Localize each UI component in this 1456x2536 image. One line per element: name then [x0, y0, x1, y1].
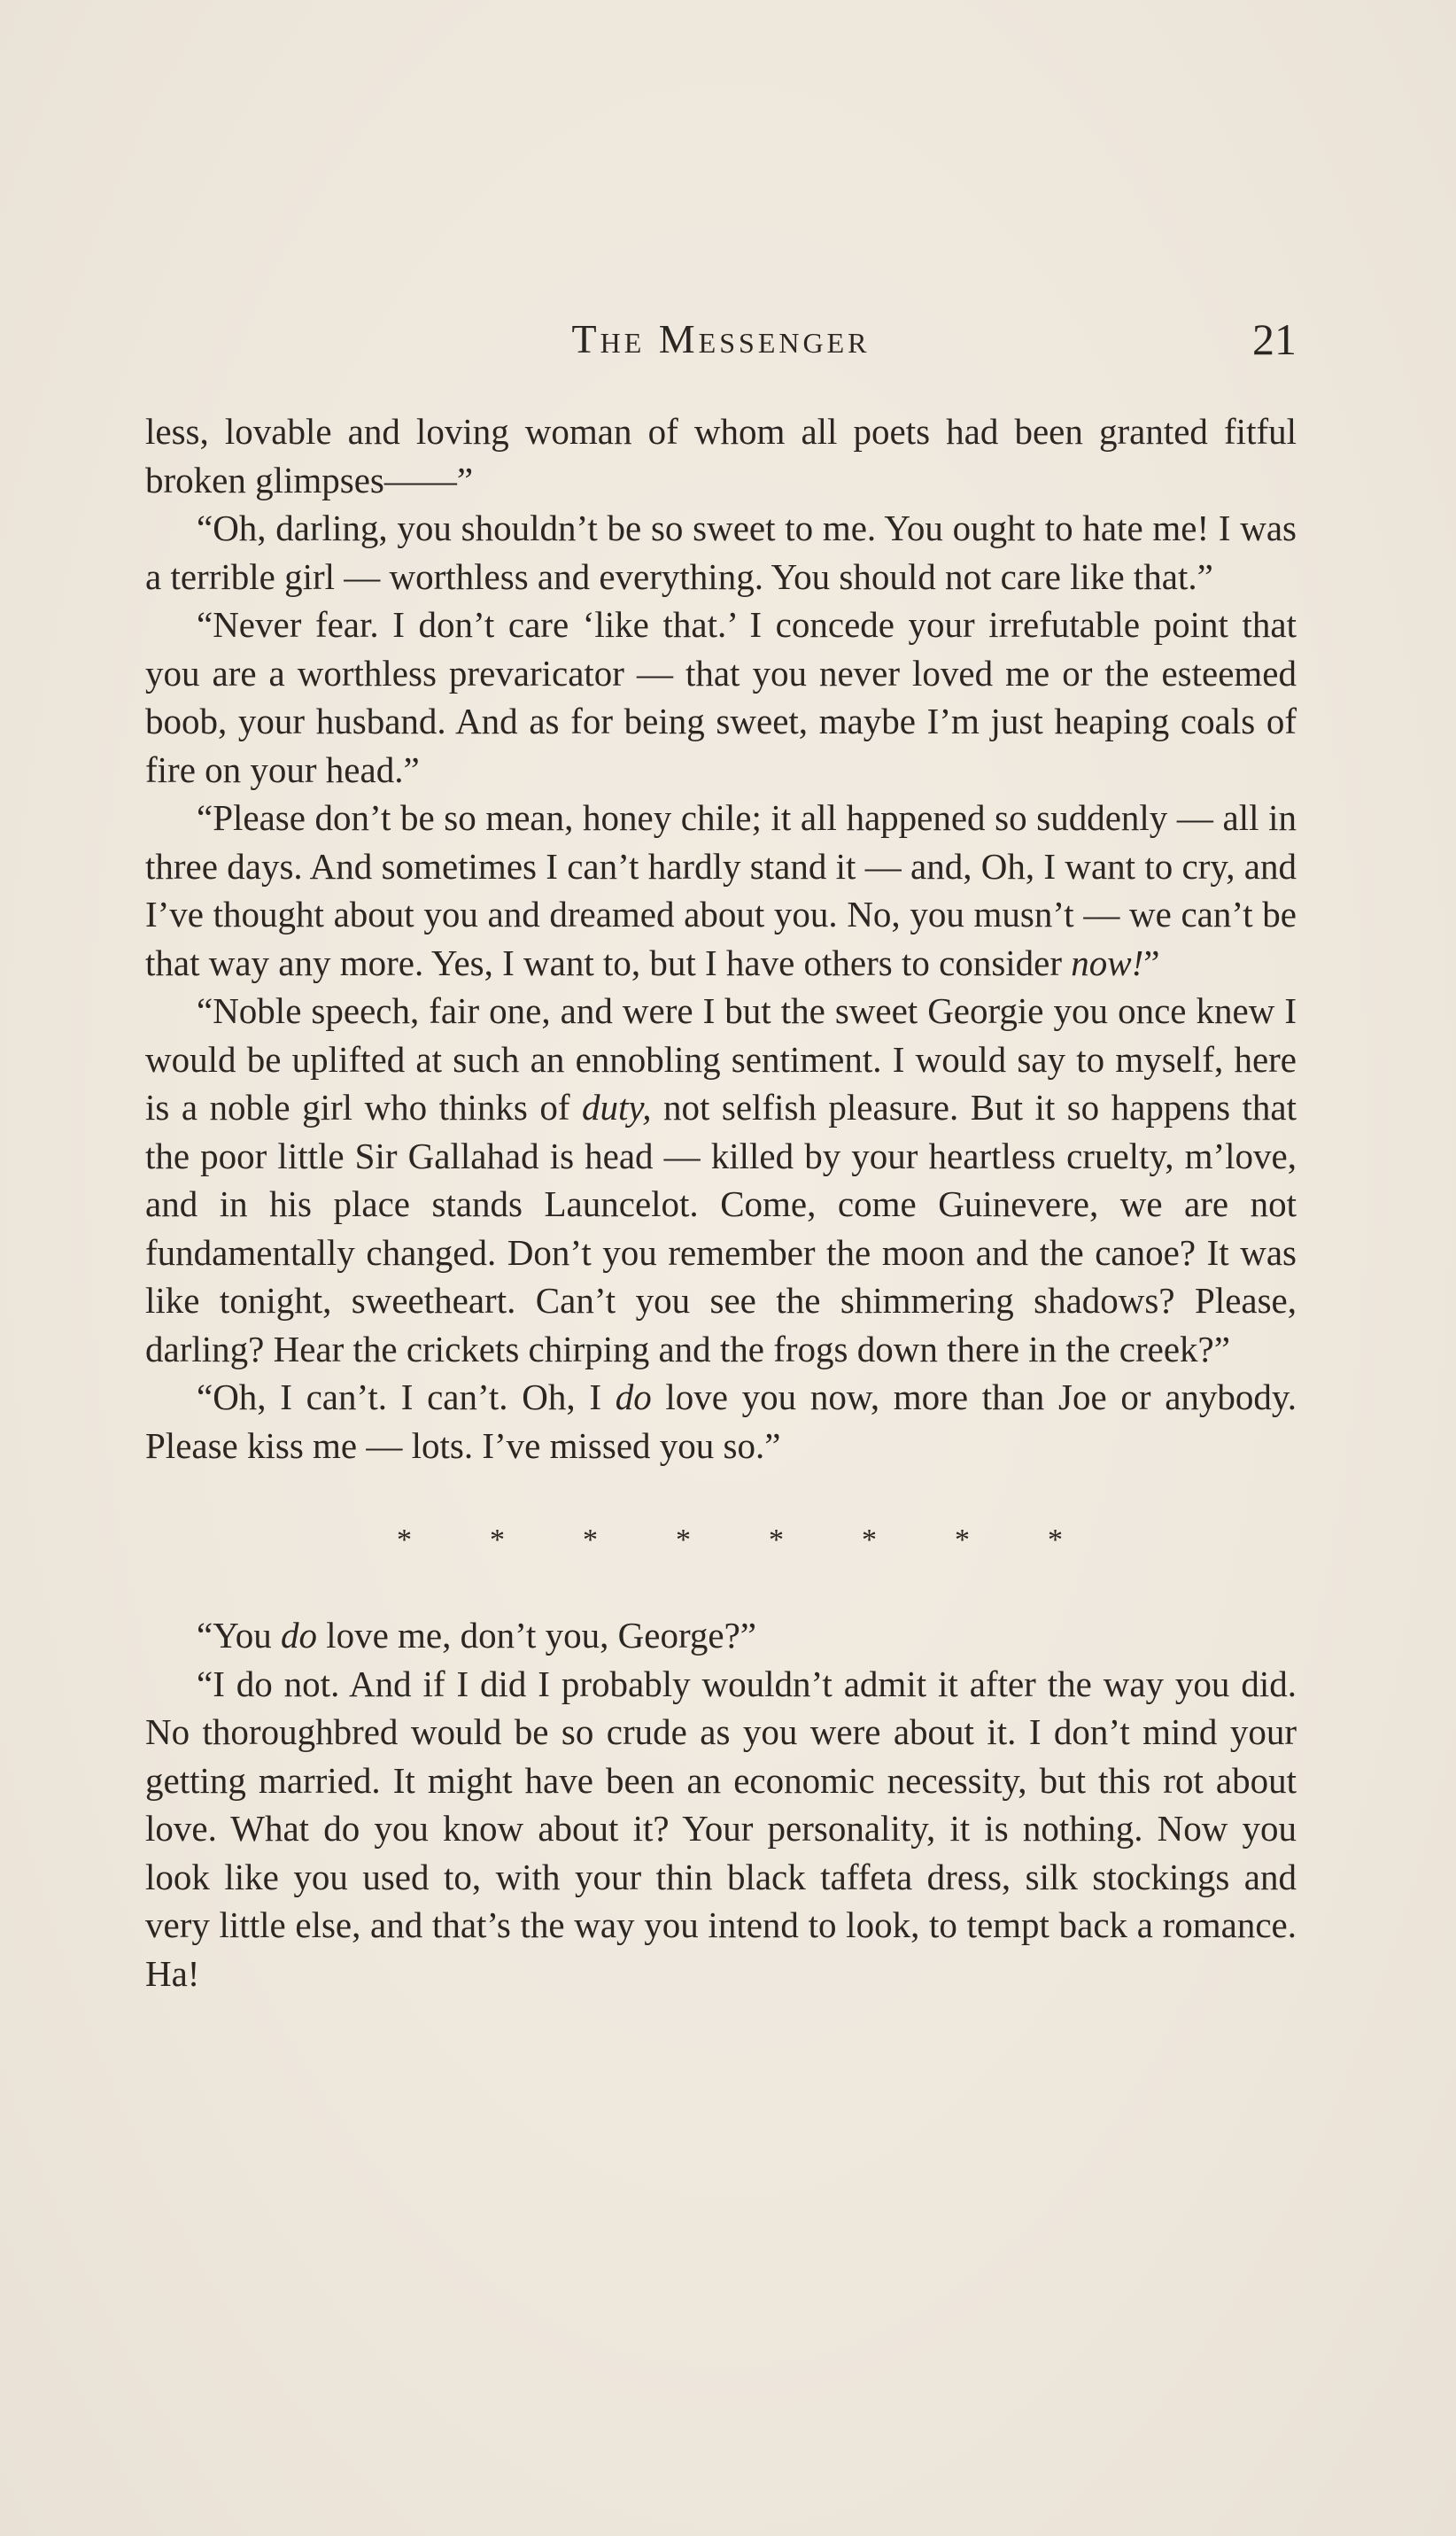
asterisk: * [1048, 1524, 1063, 1556]
text-run: “I do not. And if I did I probably wouldn’t admit it after the way you did. No thoroughbred would be so crude as you were about it. I don’t mind your getting married. It might have been an economic necessity, but this rot about love. What do you know about it? Your personality, it is nothing. Now you look like you used to, with your thin black taffeta dress, silk stockings and very little else, and that’s the way you intend to look, to tempt back a romance. Ha! [145, 1663, 1297, 1994]
asterisk: * [490, 1524, 505, 1556]
text-run: “Never fear. I don’t care ‘like that.’ I concede your irrefutable point that you are a worthless prevaricator — that you never loved me or the esteemed boob, your husband. And as for being sweet, maybe I’m just heaping coals of fire on your head.” [145, 604, 1297, 790]
italic-run: duty, [581, 1087, 652, 1128]
section-separator [145, 1470, 1297, 1611]
italic-run: do [280, 1615, 317, 1656]
text-run: “Noble speech, fair one, and were I but the sweet Georgie you once knew I would be uplifted at such an ennobling sentiment. I would say to myself, here is a noble girl who thinks of [145, 990, 1297, 1128]
paragraph [145, 1373, 1297, 1470]
text-run: “You [197, 1615, 281, 1656]
paragraph [145, 1611, 1297, 1660]
asterisk: * [769, 1524, 784, 1556]
asterisk: * [955, 1524, 970, 1556]
body-text [145, 407, 1297, 1997]
paragraph [145, 1660, 1297, 1998]
paragraph [145, 794, 1297, 987]
paragraph [145, 601, 1297, 794]
text-run: not selfish pleasure. But it so happens that the poor little Sir Gallahad is head — killed by your heartless cruelty, m’love, and in his place stands Launcelot. Come, come Guinevere, we are not fundamentally changed. Don’t you remember the moon and the canoe? It was like tonight, sweetheart. Can’t you see the shimmering shadows? Please, darling? Hear the crickets chirping and the frogs down there in the creek?” [145, 1087, 1297, 1369]
italic-run: do [615, 1377, 652, 1417]
text-run: love you now, more than Joe or anybody. Please kiss me — lots. I’ve missed you so.” [145, 1377, 1297, 1466]
asterisk: * [397, 1524, 412, 1556]
text-run: “Please don’t be so mean, honey chile; it all happened so suddenly — all in three days. And sometimes I can’t hardly stand it — and, Oh, I want to cry, and I’ve thought about you and dreamed about you. No, you musn’t — we can’t be that way any more. Yes, I want to, but I have others to consider [145, 797, 1297, 983]
asterisk: * [583, 1524, 598, 1556]
text-run: love me, don’t you, George?” [316, 1615, 756, 1656]
paragraph [145, 987, 1297, 1373]
asterisk: * [676, 1524, 691, 1556]
text-run: “Oh, I can’t. I can’t. Oh, I [197, 1377, 616, 1417]
paragraph [145, 504, 1297, 601]
text-run: “Oh, darling, you shouldn’t be so sweet to me. You ought to hate me! I was a terrible girl — worthless and everything. You should not care like that.” [145, 508, 1297, 597]
text-run: less, lovable and loving woman of whom all poets had been granted fitful broken glimpses——” [145, 411, 1297, 500]
paragraph [145, 407, 1297, 504]
page-number: 21 [1252, 314, 1297, 364]
text-run: ” [1143, 942, 1160, 983]
italic-run: now! [1071, 942, 1144, 983]
page-header [145, 308, 1297, 370]
running-title: The Messenger [571, 316, 871, 361]
asterisk: * [862, 1524, 877, 1556]
